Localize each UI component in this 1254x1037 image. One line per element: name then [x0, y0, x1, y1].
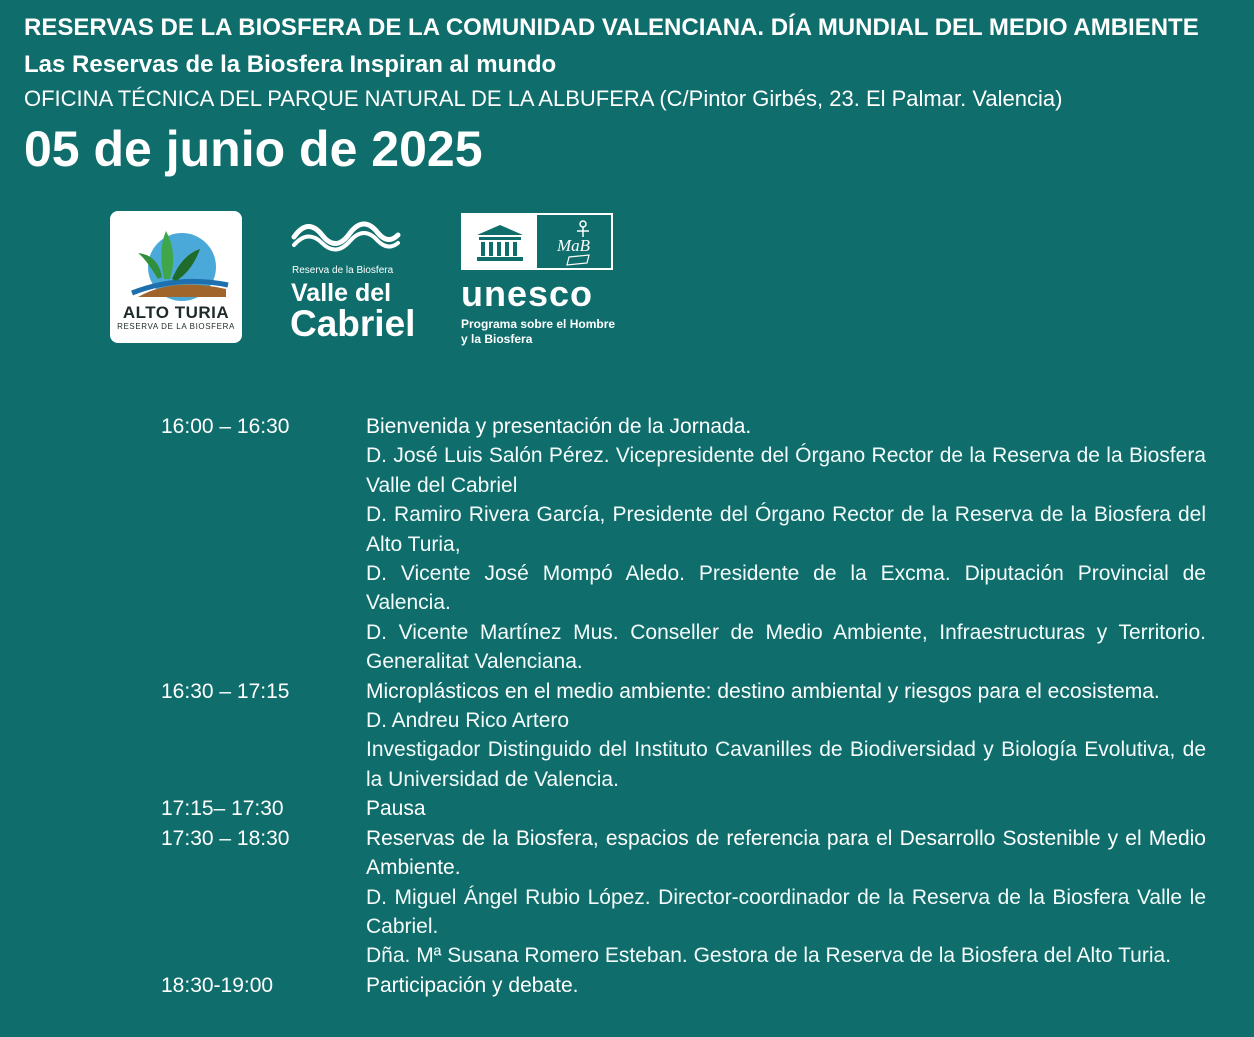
program-content: [366, 794, 1206, 823]
speaker-line: D. Vicente Martínez Mus. Conseller de Medio Ambiente, Infraestructuras y Territorio. Generalitat Valenciana.: [366, 620, 1206, 674]
program-time: 18:30-19:00: [161, 973, 274, 997]
program-time: 16:30 – 17:15: [161, 679, 290, 703]
valle-cabriel-name-2: Cabriel: [290, 303, 416, 344]
program-content: [366, 412, 1206, 677]
unesco-wordmark: unesco: [461, 273, 594, 314]
program-time: 17:30 – 18:30: [161, 826, 290, 850]
alto-turia-emblem: [118, 219, 234, 305]
program-time: 16:00 – 16:30: [161, 415, 290, 438]
alto-turia-logo: [110, 211, 242, 343]
event-subtitle: Las Reservas de la Biosfera Inspiran al mundo: [24, 51, 557, 78]
event-venue: OFICINA TÉCNICA DEL PARQUE NATURAL DE LA ALBUFERA (C/Pintor Girbés, 23. El Palmar. Valencia): [24, 86, 1063, 111]
mab-icon: [539, 215, 613, 268]
program-item: [161, 971, 1206, 1000]
program-schedule: [161, 412, 1206, 1000]
alto-turia-name: ALTO TURIA: [122, 303, 230, 322]
valle-cabriel-name-1: Valle del: [291, 279, 392, 307]
program-item: [161, 824, 1206, 971]
unesco-program-line-1: Programa sobre el Hombre: [461, 317, 616, 331]
valle-cabriel-tagline: Reserva de la Biosfera: [292, 265, 394, 276]
unesco-emblem-frame: [461, 213, 613, 270]
program-time: 17:15– 17:30: [161, 797, 284, 821]
event-title: RESERVAS DE LA BIOSFERA DE LA COMUNIDAD VALENCIANA. DÍA MUNDIAL DEL MEDIO AMBIENTE: [24, 14, 1199, 41]
unesco-mab-logo: [461, 213, 621, 348]
svg-text:MaB: MaB: [557, 236, 591, 255]
program-content: [366, 971, 1206, 1000]
speaker-line: D. Ramiro Rivera García, Presidente del Órgano Rector de la Reserva de la Biosfera del Alto Turia,: [366, 503, 1206, 556]
program-title: Participación y debate.: [366, 973, 579, 997]
speaker-line: Investigador Distinguido del Instituto Cavanilles de Biodiversidad y Biología Evolutiva, de la Universidad de Valencia.: [366, 738, 1206, 791]
alto-turia-tagline: RESERVA DE LA BIOSFERA: [117, 322, 235, 331]
valle-cabriel-logo: [290, 211, 440, 346]
wave-icon: [290, 213, 402, 259]
event-date: 05 de junio de 2025: [24, 121, 483, 177]
speaker-line: D. Andreu Rico Artero: [366, 709, 570, 733]
speaker-line: D. José Luis Salón Pérez. Vicepresidente del Órgano Rector de la Reserva de la Biosfera Valle del Cabriel: [366, 444, 1206, 497]
program-item: [161, 794, 1206, 823]
program-item: [161, 412, 1206, 677]
program-item: [161, 677, 1206, 795]
speaker-line: D. Vicente José Mompó Aledo. Presidente de la Excma. Diputación Provincial de Valencia.: [366, 562, 1206, 615]
speaker-line: D. Miguel Ángel Rubio López. Director-coordinador de la Reserva de la Biosfera Valle le Cabriel.: [366, 885, 1206, 938]
unesco-program-line-2: y la Biosfera: [461, 332, 533, 346]
program-content: [366, 824, 1206, 971]
program-title: Microplásticos en el medio ambiente: destino ambiental y riesgos para el ecosistema.: [366, 679, 1160, 703]
program-title: Bienvenida y presentación de la Jornada.: [366, 415, 752, 438]
program-title: Pausa: [366, 797, 426, 821]
speaker-line: Dña. Mª Susana Romero Esteban. Gestora de la Reserva de la Biosfera del Alto Turia.: [366, 944, 1172, 968]
program-title: Reservas de la Biosfera, espacios de referencia para el Desarrollo Sostenible y el Medio Ambiente.: [366, 826, 1206, 880]
unesco-temple-icon: [463, 215, 537, 268]
program-content: [366, 677, 1206, 795]
